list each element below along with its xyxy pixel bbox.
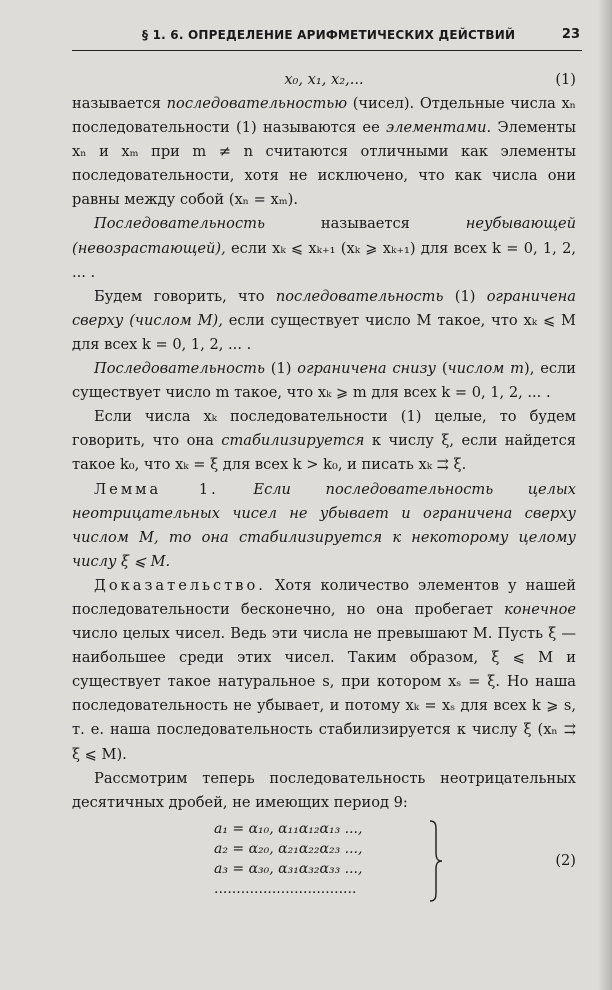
paragraph-bounded-below [72, 357, 576, 405]
term: последовательность [275, 287, 444, 305]
text-run: называется [72, 95, 167, 112]
formula-2 [72, 819, 576, 915]
text-run: ( [435, 360, 448, 378]
term-sequence: последовательностью [166, 95, 348, 112]
term-elements: элементами. [386, 119, 492, 137]
header-title: § 1. 6. ОПРЕДЕЛЕНИЕ АРИФМЕТИЧЕСКИХ ДЕЙСТВИЙ [142, 28, 516, 42]
text-run: Будем говорить, что [94, 287, 276, 305]
paragraph-decimal-fractions: Рассмотрим теперь последовательность неотрицательных десятичных дробей, не имеющих период 9: [72, 769, 576, 811]
text-run: (чисел). Отдельные числа xₙ последовательности (1) называются ее [72, 95, 576, 137]
text-run: (1) [443, 287, 487, 305]
page-body [72, 68, 576, 915]
text-run: если xₖ ⩽ xₖ₊₁ (xₖ ⩾ xₖ₊₁) для всех k = 0, 1, 2, ... . [72, 239, 576, 281]
running-header [72, 22, 582, 51]
formula-2-line: a₂ = α₂₀, α₂₁α₂₂α₂₃ ..., [214, 840, 363, 857]
text-run: к числу ξ, если найдется такое k₀, что xₖ = ξ для всех k > k₀, и писать xₖ ⇉ ξ. [72, 432, 576, 474]
formula-2-line: a₁ = α₁₀, α₁₁α₁₂α₁₃ ..., [214, 820, 363, 837]
text-run: называется [264, 215, 466, 233]
lemma-1 [72, 478, 576, 574]
formula-1-number: (1) [555, 71, 576, 88]
paragraph-nondecreasing [72, 212, 576, 284]
paragraph-bounded-above [72, 285, 576, 357]
page-number: 23 [561, 27, 580, 42]
text-run: если существует число M такое, что xₖ ⩽ M для всех k = 0, 1, 2, ... . [72, 311, 576, 353]
lemma-label: Лемма 1. [94, 480, 219, 498]
formula-1 [72, 68, 576, 92]
paragraph-definition-sequence [72, 92, 576, 212]
term: конечное [504, 600, 576, 618]
term: неубывающей (невозрастающей), [72, 215, 576, 257]
term: стабилизируется [221, 432, 365, 450]
term: Последовательность [94, 215, 265, 233]
proof-label: Доказательство. [94, 576, 266, 594]
term: Последовательность [94, 360, 265, 378]
lemma-statement: Если последовательность целых неотрицательных чисел не убывает и ограничена сверху числом M, то она стабилизируется к некоторому целому числу ξ ⩽ M. [72, 480, 577, 570]
paragraph-stabilizes [72, 405, 576, 477]
text-run: Если числа xₖ последовательности (1) целые, то будем говорить, что она [72, 408, 576, 450]
proof [72, 574, 576, 767]
formula-2-number: (2) [555, 851, 576, 869]
text-run: ), если существует число m такое, что xₖ ⩾ m для всех k = 0, 1, 2, ... . [72, 360, 577, 402]
formula-1-text: x₀, x₁, x₂,... [284, 71, 364, 88]
right-brace-icon [428, 819, 444, 903]
term: числом m [447, 360, 525, 378]
text-run: Элементы xₙ и xₘ при m ≠ n считаются отличными как элементы последовательности, хотя не исключено, что как числа они равны между собой (xₙ = xₘ). [72, 119, 576, 209]
term: ограничена сверху (числом M), [72, 287, 576, 329]
binding-shadow [598, 0, 612, 990]
term: ограничена снизу [297, 360, 436, 378]
text-run: Хотя количество элементов у нашей последовательности бесконечно, но она пробегает [72, 576, 576, 618]
formula-2-line: a₃ = α₃₀, α₃₁α₃₂α₃₃ ..., [214, 860, 363, 877]
text-run: число целых чисел. Ведь эти числа не превышают M. Пусть ξ — наибольшее среди этих чисел. Таким образом, ξ ⩽ M и существует такое натуральное s, при котором xₛ = ξ. Но наша последовательность не убывает, и потому xₖ = xₛ для всех k ⩾ s, т. е. наша последовательность стабилизируется к числу ξ (xₙ ⇉ ξ ⩽ M). [72, 625, 576, 763]
formula-2-line: ................................ [214, 880, 357, 897]
formula-2-lines [214, 819, 362, 899]
text-run: (1) [264, 360, 298, 378]
